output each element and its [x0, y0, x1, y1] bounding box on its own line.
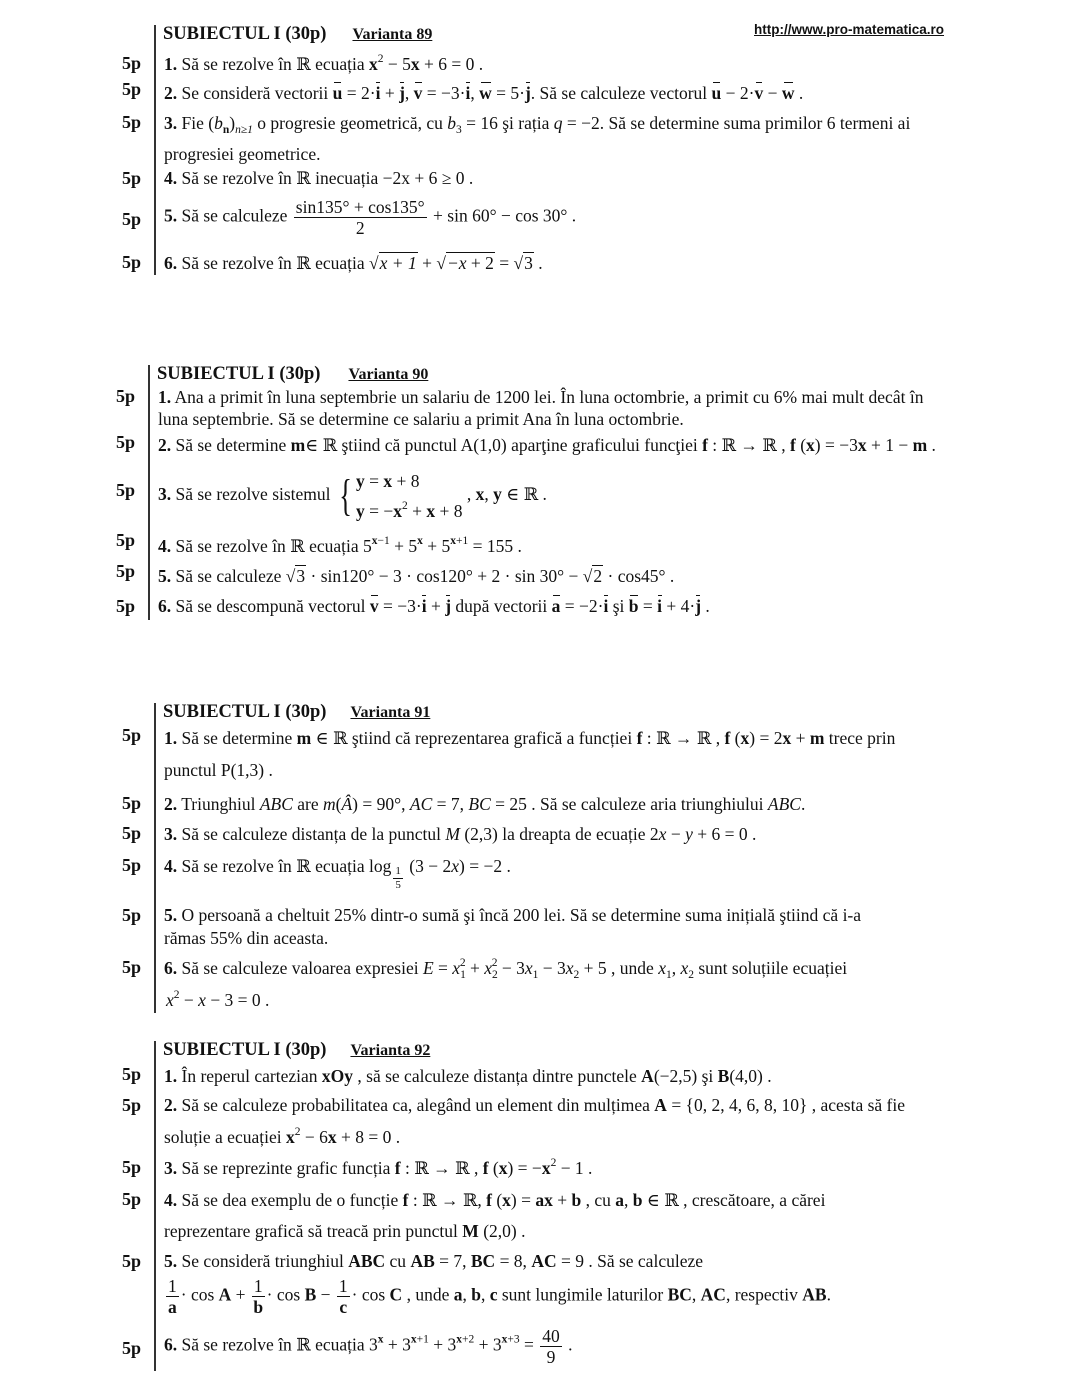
problem-2: 2. Să se calculeze probabilitatea ca, alegând un element din mulțimea A = {0, 2, 4, 6, 8, 10} , acesta să fie: [164, 1095, 906, 1115]
section-header: SUBIECTUL I (30p) Varianta 91: [163, 702, 431, 722]
problem-4-cont: reprezentare grafică să treacă prin punctul M (2,0) .: [164, 1221, 526, 1241]
points-badge: 5p: [122, 1251, 142, 1271]
problem-1-cont: luna septembrie. Să se determine ce salariu a primit Ana în luna octombrie.: [158, 409, 684, 429]
problem-5: 5. O persoană a cheltuit 25% dintr-o sumă şi încă 200 lei. Să se determine suma inițială ştiind că i-a: [164, 905, 862, 925]
points-badge: 5p: [116, 480, 136, 500]
points-badge: 5p: [116, 530, 136, 550]
problem-2: 2. Triunghiul ABC are m(Â) = 90°, AC = 7, BC = 25 . Să se calculeze aria triunghiului ABC.: [164, 794, 806, 814]
points-badge: 5p: [122, 905, 142, 925]
problem-3: 3. Să se calculeze distanța de la punctul M (2,3) la dreapta de ecuație 2x − y + 6 = 0 .: [164, 824, 757, 844]
problem-number: 1.: [164, 54, 178, 74]
points-badge: 5p: [116, 432, 136, 452]
points-badge: 5p: [122, 1064, 142, 1084]
problem-6: 6. Să se descompună vectorul v = −3·i + j după vectorii a = −2·i şi b = i + 4·j .: [158, 596, 710, 616]
points-badge: 5p: [122, 793, 142, 813]
section-header: SUBIECTUL I (30p) Varianta 92: [163, 1040, 431, 1060]
problem-3-cont: progresiei geometrice.: [164, 144, 321, 164]
problem-1: 1. Să se rezolve în ℝ ecuația $x^2 - 5x + 6 = 0$ .: [164, 53, 484, 74]
margin-divider: [154, 1041, 156, 1371]
problem-6: 6. Să se rezolve în ℝ ecuația $3^x + 3^{x+1} + 3^{x+2} + 3^{x+3}$ = $\frac{40}{9}$ .: [164, 1326, 573, 1368]
points-badge: 5p: [116, 596, 136, 616]
points-badge: 5p: [122, 1157, 142, 1177]
points-badge: 5p: [116, 561, 136, 581]
problem-2-cont: soluție a ecuației $x^2 - 6x + 8 = 0$ .: [164, 1126, 401, 1147]
problem-4: 4. Să se rezolve în ℝ ecuația log $\frac{1}{5}$ (3 − 2x) = −2 .: [164, 856, 511, 891]
points-badge: 5p: [122, 112, 142, 132]
problem-4: 4. Să se rezolve în ℝ ecuația $5^{x-1} + 5^x + 5^{x+1} = 155$ .: [158, 535, 522, 556]
problem-5: 5. Să se calculeze √3 · sin120° − 3 · cos120° + 2 · sin 30° − √2 · cos45° .: [158, 566, 675, 586]
problem-6-cont: $x^2 - x - 3 = 0$ .: [166, 989, 270, 1010]
points-badge: 5p: [122, 855, 142, 875]
problem-1: 1. Să se determine m ∈ ℝ ştiind că reprezentarea grafică a funcției f : ℝ → ℝ , f (x) = 2x + m trece prin: [164, 728, 896, 748]
problem-1-cont: punctul P(1,3) .: [164, 760, 273, 780]
points-badge: 5p: [122, 725, 142, 745]
problem-5: 5. Se consideră triunghiul ABC cu AB = 7, BC = 8, AC = 9 . Să se calculeze: [164, 1251, 703, 1271]
margin-divider: [148, 365, 150, 620]
points-badge: 5p: [122, 1338, 142, 1358]
problem-3: 3. Să se reprezinte grafic funcția f : ℝ → ℝ , f $(x) = -x^2 - 1$ .: [164, 1157, 593, 1178]
problem-2: 2. Se consideră vectorii u = 2·i + j, v = −3·i, w = 5·j. Să se calculeze vectorul u − 2·v − w .: [164, 83, 804, 103]
points-badge: 5p: [122, 79, 142, 99]
points-badge: 5p: [122, 1189, 142, 1209]
points-badge: 5p: [122, 1095, 142, 1115]
problem-3: 3. Să se rezolve sistemul { y = x + 8 $y = -x^2 + x + 8$ , x, y ∈ ℝ .: [158, 471, 547, 521]
problem-3: 3. Fie $(b_n)_{n\ge 1}$ o progresie geometrică, cu $b_3 = 16$ şi rația q = −2. Să se determine suma primilor 6 termeni ai: [164, 113, 911, 136]
problem-1: 1. În reperul cartezian xOy , să se calculeze distanța dintre punctele A(−2,5) şi B(4,0) .: [164, 1066, 772, 1086]
margin-divider: [154, 25, 156, 275]
points-badge: 5p: [122, 252, 142, 272]
problem-5-cont: $\frac{1}{a}$ · cos A + $\frac{1}{b}$ · cos B − $\frac{1}{c}$ · cos C , unde a, b, c sunt lungimile laturilor BC, AC, respectiv AB.: [168, 1276, 831, 1318]
problem-4: 4. Să se rezolve în ℝ inecuația −2x + 6 ≥ 0 .: [164, 168, 474, 188]
points-badge: 5p: [122, 823, 142, 843]
variant-label: Varianta 89: [352, 26, 433, 43]
problem-2: 2. Să se determine m∈ ℝ ştiind că punctul A(1,0) aparţine graficului funcţiei f : ℝ → ℝ , f (x) = −3x + 1 − m .: [158, 435, 936, 455]
problem-6: 6. Să se calculeze valoarea expresiei $E = x_1^2 + x_2^2 - 3x_1 - 3x_2 + 5$ , unde $x_1$, $x_2$ sunt soluțiile ecuației: [164, 957, 848, 981]
site-link[interactable]: http://www.pro-matematica.ro: [754, 22, 945, 37]
section-header: [163, 24, 432, 45]
problem-6: 6. Să se rezolve în ℝ ecuația √x + 1 + √−x + 2 = √3 .: [164, 253, 543, 273]
points-badge: 5p: [122, 53, 142, 73]
points-badge: 5p: [122, 957, 142, 977]
problem-1: 1. Ana a primit în luna septembrie un salariu de 1200 lei. În luna octombrie, a primit cu 6% mai mult decât în: [158, 387, 924, 407]
problem-5-cont: rămas 55% din aceasta.: [164, 928, 329, 948]
section-title: SUBIECTUL I (30p): [163, 24, 327, 44]
section-header: SUBIECTUL I (30p) Varianta 90: [157, 364, 429, 384]
points-badge: 5p: [116, 386, 136, 406]
problem-5: 5. Să se calculeze $\frac{\sin 135^\circ + \cos 135^\circ}{2}$ + sin 60° − cos 30° .: [164, 197, 577, 239]
margin-divider: [154, 703, 156, 1013]
points-badge: 5p: [122, 209, 142, 229]
points-badge: 5p: [122, 168, 142, 188]
problem-4: 4. Să se dea exemplu de o funcție f : ℝ → ℝ, f (x) = ax + b , cu a, b ∈ ℝ , crescătoare, a cărei: [164, 1190, 826, 1210]
